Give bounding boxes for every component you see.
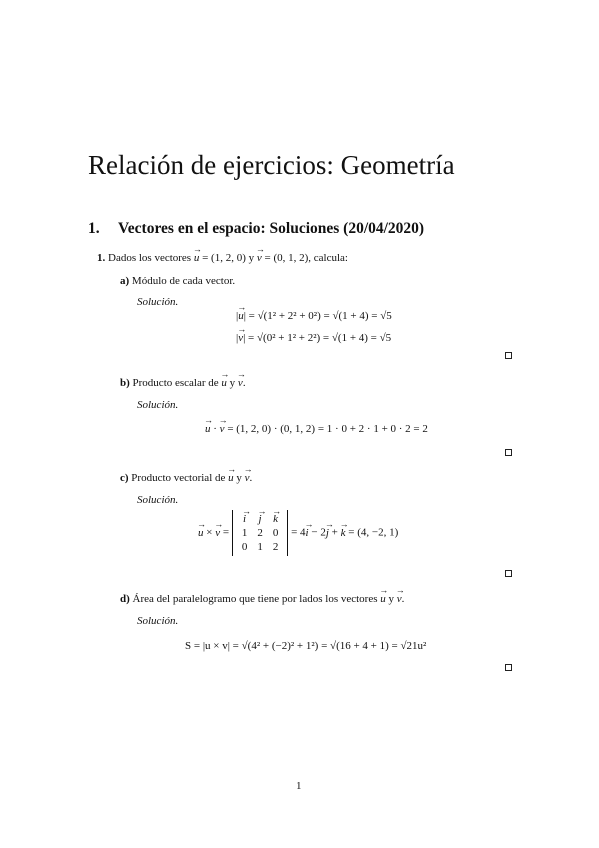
vector-v-value: = (0, 1, 2), calcula:	[264, 252, 348, 264]
page-number: 1	[296, 780, 302, 792]
part-c-result: = (4, −2, 1)	[348, 526, 399, 539]
part-b-label: b)	[120, 377, 130, 389]
cross-product-determinant: → i → j → k 1 2 0 0 1 2	[232, 510, 289, 556]
exercise-intro	[97, 252, 348, 264]
solution-label-d: Solución.	[137, 615, 179, 627]
part-c-label: c)	[120, 472, 129, 484]
part-a-eq2-text: | = √(0² + 1² + 2²) = √(1 + 4) = √5	[243, 332, 392, 344]
qed-square-b	[505, 449, 512, 456]
vector-u: → u	[194, 252, 200, 264]
part-b-conj: y	[229, 377, 236, 389]
solution-label-c: Solución.	[137, 494, 179, 506]
part-c-conj: y	[236, 472, 242, 484]
vector-u-value: = (1, 2, 0)	[202, 252, 246, 264]
part-a-heading	[120, 275, 235, 287]
part-a-label: a)	[120, 275, 130, 287]
part-a-equation-1: |→ u| = √(1² + 2² + 0²) = √(1 + 4) = √5	[236, 310, 392, 322]
qed-square-c	[505, 570, 512, 577]
section-title: Vectores en el espacio: Soluciones (20/04/2020)	[118, 220, 425, 237]
section-number: 1.	[88, 220, 100, 237]
part-c-text: Producto vectorial de	[131, 472, 226, 484]
qed-square-d	[505, 664, 512, 671]
solution-label-a: Solución.	[137, 296, 179, 308]
part-b-eq-text: = (1, 2, 0) · (0, 1, 2) = 1 · 0 + 2 · 1 + 0 · 2 = 2	[227, 423, 428, 435]
exercise-conj: y	[248, 252, 255, 264]
document-title: Relación de ejercicios: Geometría	[88, 150, 455, 180]
part-c-heading: c) Producto vectorial de → u y → v.	[120, 472, 252, 484]
part-a-eq1-text: | = √(1² + 2² + 0²) = √(1 + 4) = √5	[243, 310, 392, 322]
section-heading	[88, 220, 424, 238]
part-b-equation: → u · → v = (1, 2, 0) · (0, 1, 2) = 1 · 0 + 2 · 1 + 0 · 2 = 2	[205, 423, 428, 435]
part-d-conj: y	[388, 593, 394, 605]
part-d-equation: S = |u × v| = √(4² + (−2)² + 1²) = √(16 + 4 + 1) = √21u²	[185, 640, 427, 652]
part-d-text: Área del paralelogramo que tiene por lados los vectores	[132, 593, 378, 605]
exercise-number: 1.	[97, 252, 106, 264]
part-a-text: Módulo de cada vector.	[131, 275, 236, 287]
part-d-heading: d) Área del paralelogramo que tiene por lados los vectores → u y → v.	[120, 593, 404, 605]
part-b-heading: b) Producto escalar de → u y → v.	[120, 377, 246, 389]
qed-square-a	[505, 352, 512, 359]
part-d-label: d)	[120, 593, 130, 605]
solution-label-b: Solución.	[137, 399, 179, 411]
part-a-equation-2: |→ v| = √(0² + 1² + 2²) = √(1 + 4) = √5	[236, 332, 391, 344]
exercise-intro-text: Dados los vectores	[108, 252, 192, 264]
vector-v: → v	[257, 252, 262, 264]
part-b-text: Producto escalar de	[132, 377, 219, 389]
part-c-equation: → u × → v = → i → j → k 1 2 0 0 1 2 = 4→ i − 2→ j + → k = (4, −2, 1)	[198, 510, 398, 556]
